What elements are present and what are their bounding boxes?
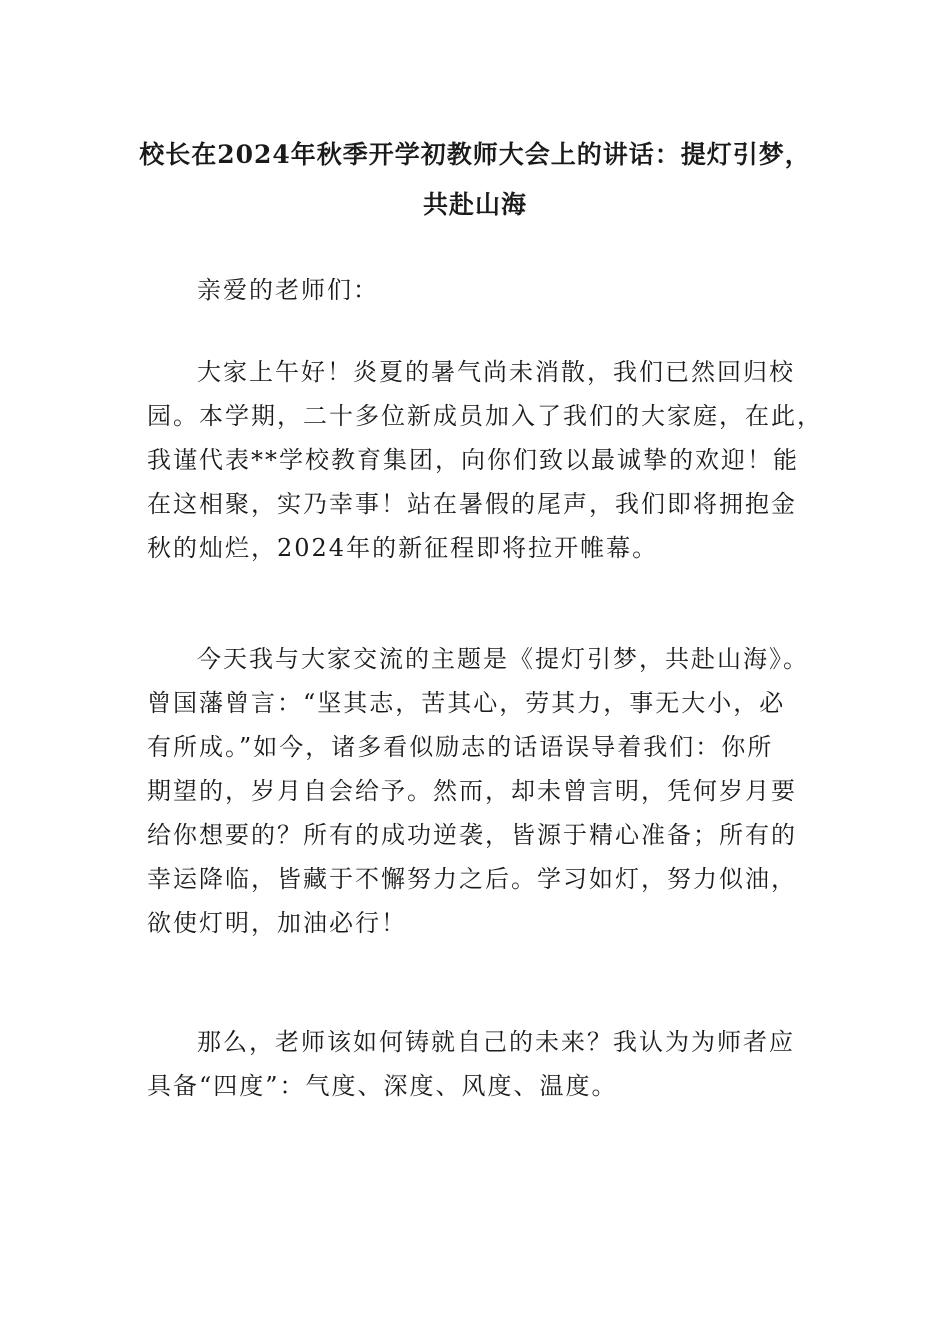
paragraph-line: 期望的，岁月自会给予。然而，却未曾言明，凭何岁月要 bbox=[147, 777, 797, 805]
title-line-2: 共赴山海 bbox=[422, 190, 527, 219]
paragraph-line: 大家上午好！炎夏的暑气尚未消散，我们已然回归校 bbox=[197, 358, 795, 386]
title-line-1: 校长在2024年秋季开学初教师大会上的讲话：提灯引梦， bbox=[139, 140, 811, 169]
paragraph-line: 我谨代表**学校教育集团，向你们致以最诚挚的欢迎！能 bbox=[147, 446, 799, 474]
paragraph-1 bbox=[147, 350, 823, 570]
paragraph-3 bbox=[147, 1020, 807, 1108]
paragraph-line: 在这相聚，实乃幸事！站在暑假的尾声，我们即将拥抱金 bbox=[147, 490, 797, 518]
paragraph-line: 园。本学期，二十多位新成员加入了我们的大家庭，在此， bbox=[147, 402, 823, 430]
paragraph-line: 那么，老师该如何铸就自己的未来？我认为为师者应 bbox=[197, 1028, 795, 1056]
page-title bbox=[120, 130, 830, 230]
paragraph-line: 具备“四度”：气度、深度、风度、温度。 bbox=[147, 1072, 618, 1100]
paragraph-line: 给你想要的？所有的成功逆袭，皆源于精心准备；所有的 bbox=[147, 821, 797, 849]
paragraph-line: 幸运降临，皆藏于不懈努力之后。学习如灯，努力似油， bbox=[147, 865, 797, 893]
paragraph-2 bbox=[147, 637, 807, 945]
paragraph-line: 有所成。”如今，诸多看似励志的话语误导着我们：你所 bbox=[147, 733, 774, 761]
paragraph-line: 曾国藩曾言：“坚其志，苦其心，劳其力，事无大小，必 bbox=[147, 689, 786, 717]
salutation bbox=[147, 268, 807, 312]
paragraph-line: 秋的灿烂，2024年的新征程即将拉开帷幕。 bbox=[147, 534, 659, 562]
salutation-text: 亲爱的老师们： bbox=[197, 276, 379, 304]
paragraph-line: 欲使灯明，加油必行！ bbox=[147, 909, 407, 937]
paragraph-line: 今天我与大家交流的主题是《提灯引梦，共赴山海》。 bbox=[197, 645, 809, 673]
